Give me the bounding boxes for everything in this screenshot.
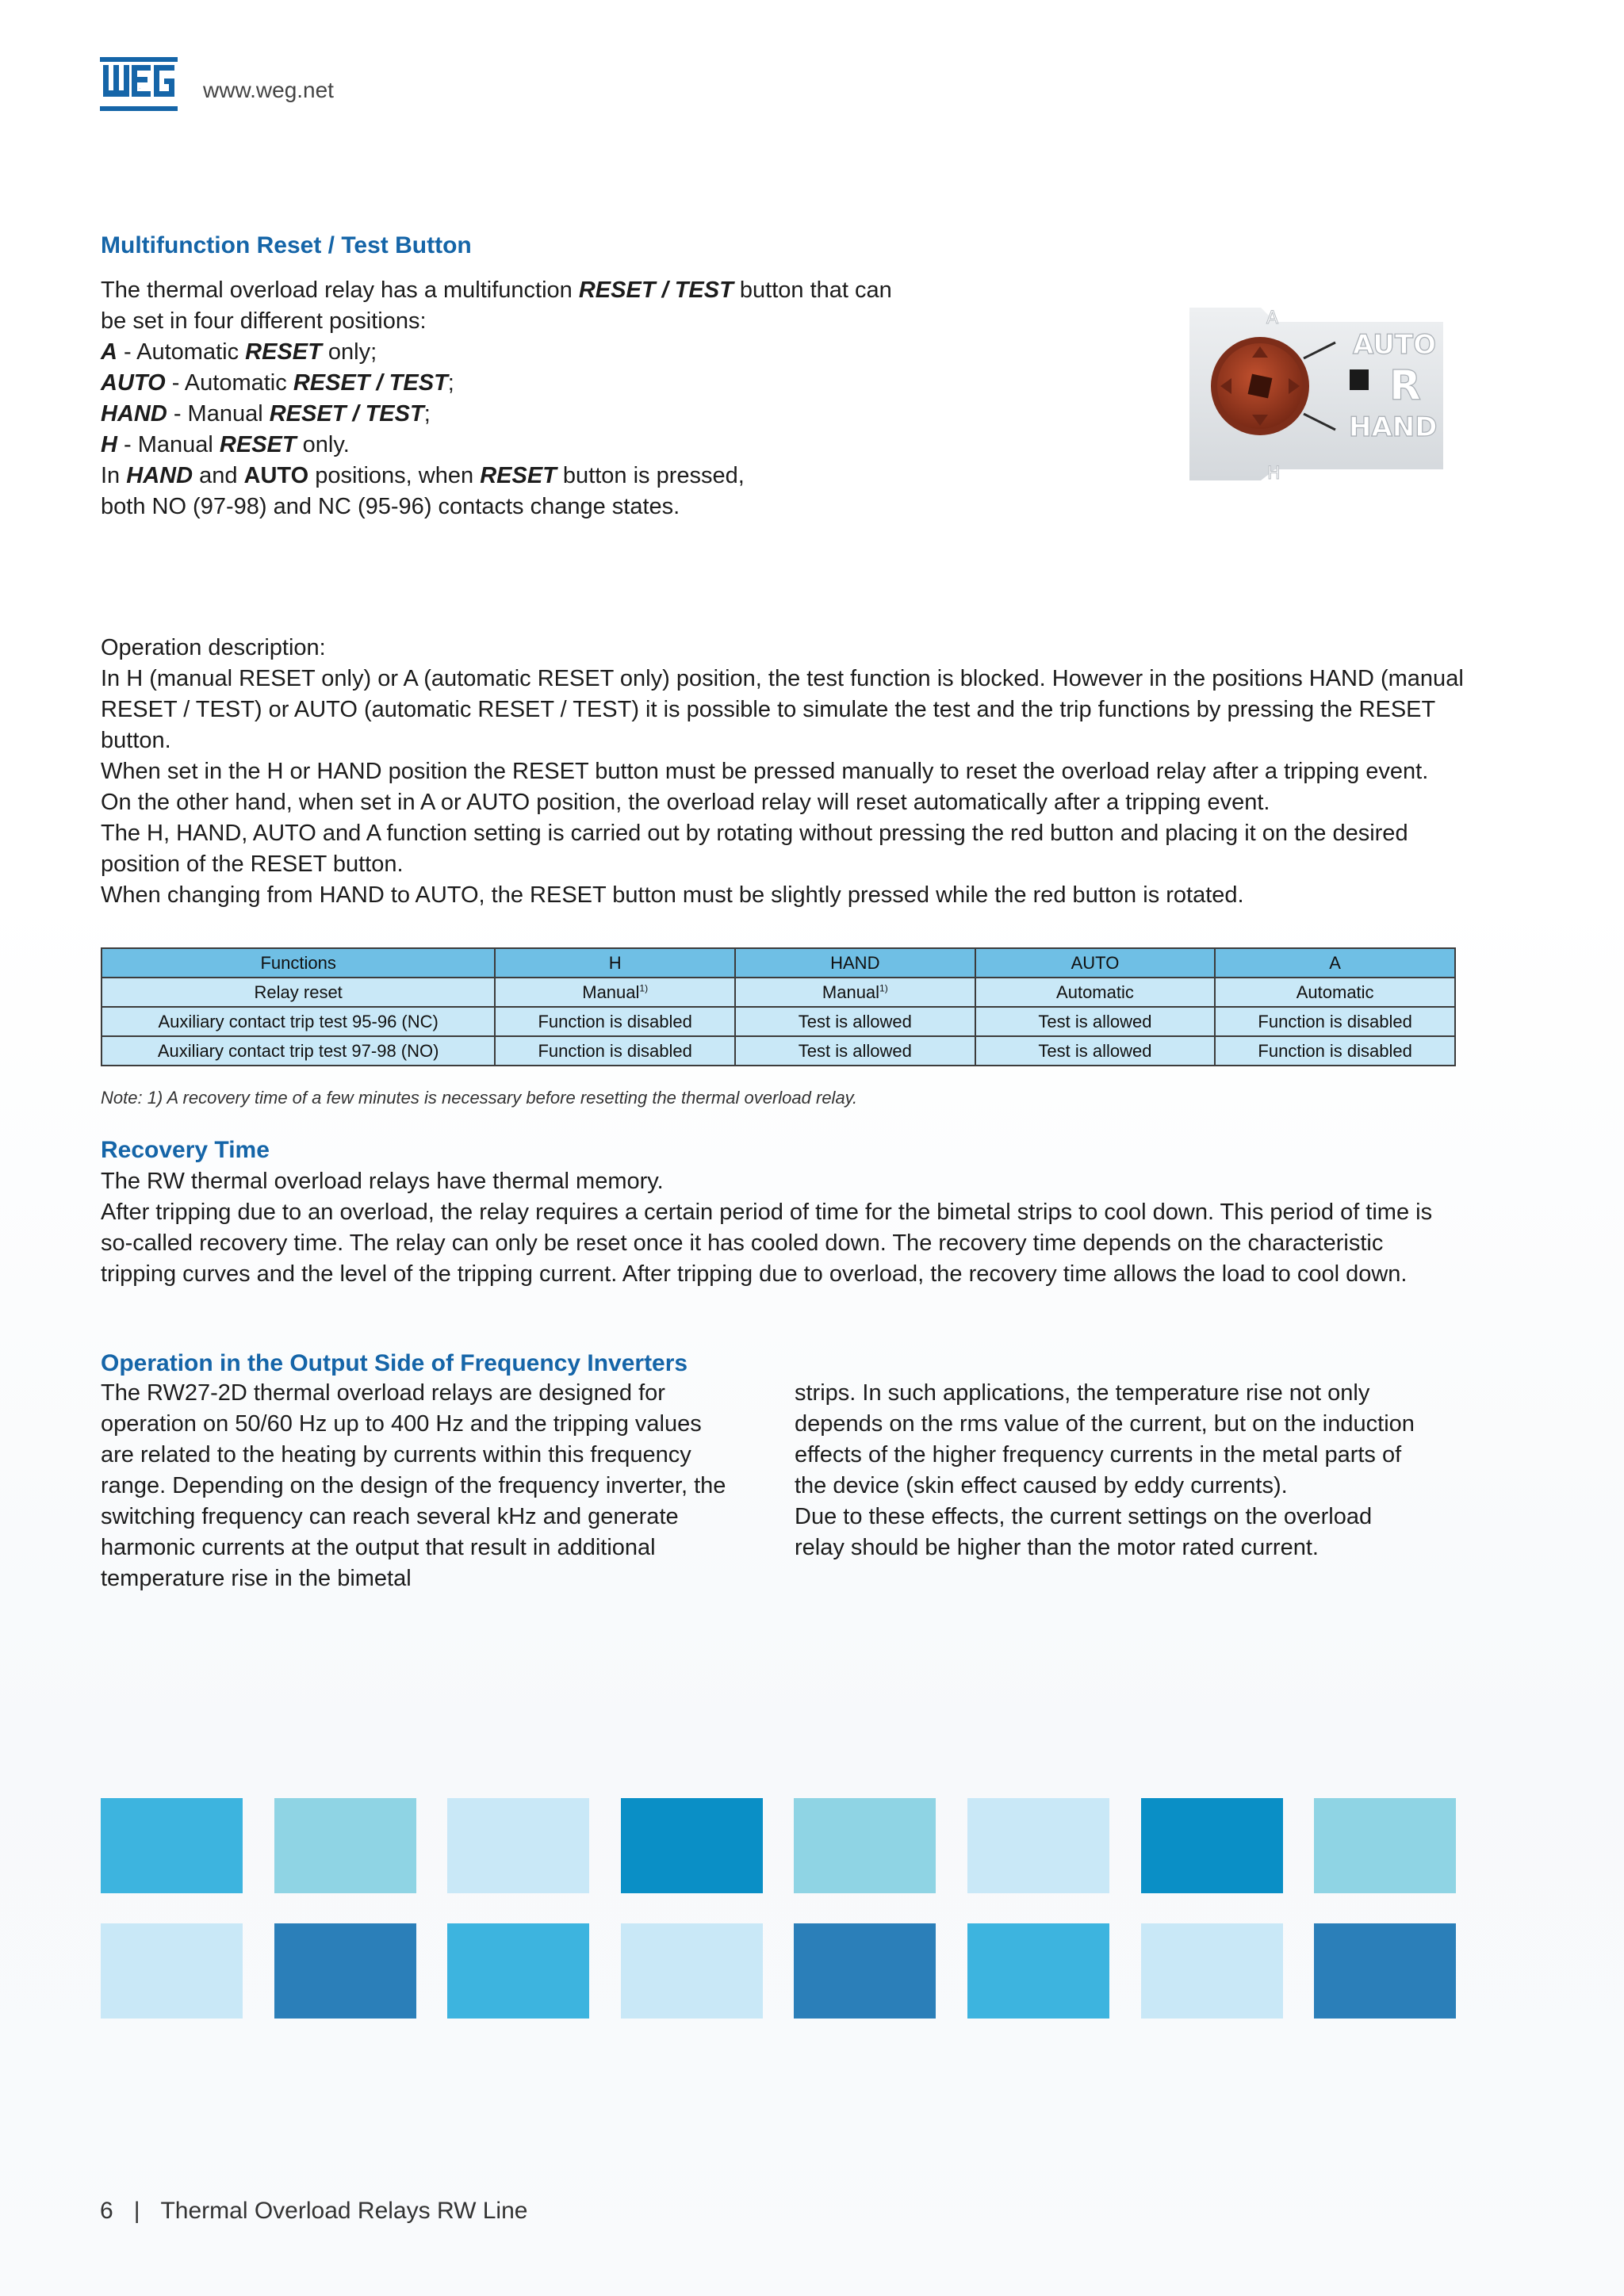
table-row xyxy=(102,978,1455,1007)
table-cell: Auxiliary contact trip test 97-98 (NO) xyxy=(102,1036,495,1066)
site-url[interactable]: www.weg.net xyxy=(203,78,334,102)
operation-paragraph: When changing from HAND to AUTO, the RESET button must be slightly pressed while the red button is rotated. xyxy=(101,882,1244,908)
color-swatch xyxy=(447,1923,589,2019)
footer xyxy=(100,2198,527,2225)
table-cell: Function is disabled xyxy=(1215,1036,1455,1066)
reset-item-auto: AUTO - Automatic RESET / TEST; xyxy=(101,370,454,396)
table-cell: Function is disabled xyxy=(495,1036,735,1066)
table-cell: Test is allowed xyxy=(735,1036,975,1066)
reset-description xyxy=(101,275,894,522)
table-cell: Manual$^{1)}$ xyxy=(735,978,975,1007)
table-cell: Automatic xyxy=(975,978,1216,1007)
table-header-cell: AUTO xyxy=(975,948,1216,978)
table-cell: Relay reset xyxy=(102,978,495,1007)
reset-button-photo xyxy=(1185,303,1451,484)
footnote-mark: 1) xyxy=(879,982,888,994)
recovery-description xyxy=(101,1166,1465,1290)
color-swatch xyxy=(1314,1798,1456,1893)
operation-paragraph: The H, HAND, AUTO and A function setting is carried out by rotating without pressing the red button and placing it on the desired position of the RESET button. xyxy=(101,821,1408,877)
reset-item-a: A - Automatic RESET only; xyxy=(101,339,377,365)
table-cell: Test is allowed xyxy=(735,1007,975,1036)
operation-paragraph: In H (manual RESET only) or A (automatic RESET only) position, the test function is blocked. However in the positions HAND (manual RESET / TEST) or AUTO (automatic RESET / TEST) it is possible to simulate the test and the trip functions by pressing the RESET button. xyxy=(101,666,1464,753)
color-swatch xyxy=(794,1923,936,2019)
operation-heading: Operation description: xyxy=(101,635,326,660)
operation-description xyxy=(101,633,1465,911)
table-cell: Manual$^{1)}$ xyxy=(495,978,735,1007)
svg-text:H: H xyxy=(1267,464,1281,484)
operation-paragraph: When set in the H or HAND position the RESET button must be pressed manually to reset the overload relay after a tripping event. On the other hand, when set in A or AUTO position, the overload relay will reset automatically after a tripping event. xyxy=(101,759,1429,815)
table-note: Note: 1) A recovery time of a few minutes is necessary before resetting the thermal overload relay. xyxy=(101,1088,858,1108)
section-title-reset: Multifunction Reset / Test Button xyxy=(101,232,472,258)
inverters-paragraph: Due to these effects, the current settings on the overload relay should be higher than the motor rated current. xyxy=(795,1504,1373,1560)
svg-text:WEG: WEG xyxy=(139,89,141,90)
footnote-mark: 1) xyxy=(639,982,649,994)
table-cell: Automatic xyxy=(1215,978,1455,1007)
color-swatch xyxy=(621,1798,763,1893)
color-swatch xyxy=(621,1923,763,2019)
reset-note-line2: both NO (97-98) and NC (95-96) contacts change states. xyxy=(101,494,680,519)
inverters-paragraph: The RW27-2D thermal overload relays are designed for operation on 50/60 Hz up to 400 Hz and the tripping values are related to the heating by currents within this frequency range. Depending on the design of the frequency inverter, the switching frequency can reach several kHz and generate harmonic currents at the output that result in additional temperature rise in the bimetal xyxy=(101,1380,726,1591)
table-header-cell: H xyxy=(495,948,735,978)
svg-text:HAND: HAND xyxy=(1349,411,1438,443)
table-cell: Function is disabled xyxy=(1215,1007,1455,1036)
footer-title: Thermal Overload Relays RW Line xyxy=(160,2198,528,2224)
reset-intro: The thermal overload relay has a multifunction RESET / TEST button that can be set in four different positions: xyxy=(101,277,892,334)
svg-text:AUTO: AUTO xyxy=(1353,329,1436,361)
section-title-inverters: Operation in the Output Side of Frequency Inverters xyxy=(101,1350,688,1376)
table-cell: Test is allowed xyxy=(975,1007,1216,1036)
weg-logo[interactable] xyxy=(100,57,178,111)
color-swatch xyxy=(1141,1923,1283,2019)
color-swatch xyxy=(1141,1798,1283,1893)
svg-text:A: A xyxy=(1266,308,1279,328)
svg-text:R: R xyxy=(1389,362,1422,410)
recovery-paragraph: After tripping due to an overload, the relay requires a certain period of time for the bimetal strips to cool down. This period of time is so-called recovery time. The relay can only be reset once it has cooled down. The recovery time depends on the characteristic tripping curves and the level of the tripping current. After tripping due to overload, the recovery time allows the load to cool down. xyxy=(101,1200,1433,1287)
table-row xyxy=(102,1007,1455,1036)
inverters-column-1 xyxy=(101,1378,735,1594)
table-cell: Auxiliary contact trip test 95-96 (NC) xyxy=(102,1007,495,1036)
table-header-cell: Functions xyxy=(102,948,495,978)
table-cell: Test is allowed xyxy=(975,1036,1216,1066)
inverters-column-2 xyxy=(795,1378,1421,1563)
color-swatch xyxy=(101,1798,243,1893)
reset-item-hand: HAND - Manual RESET / TEST; xyxy=(101,401,431,427)
recovery-paragraph: The RW thermal overload relays have thermal memory. xyxy=(101,1169,664,1194)
color-swatch xyxy=(274,1798,416,1893)
section-title-recovery: Recovery Time xyxy=(101,1137,270,1163)
inverters-paragraph: strips. In such applications, the temperature rise not only depends on the rms value of the current, but on the induction effects of the higher frequency currents in the metal parts of the device (skin effect caused by eddy currents). xyxy=(795,1380,1415,1498)
reset-item-h: H - Manual RESET only. xyxy=(101,432,350,457)
footer-separator: | xyxy=(133,2198,140,2224)
color-swatch xyxy=(101,1923,243,2019)
page-number: 6 xyxy=(100,2198,113,2224)
color-swatch xyxy=(447,1798,589,1893)
color-swatch xyxy=(1314,1923,1456,2019)
reset-note: In HAND and AUTO positions, when RESET button is pressed, xyxy=(101,463,745,488)
table-cell: Function is disabled xyxy=(495,1007,735,1036)
color-swatch xyxy=(274,1923,416,2019)
color-swatch xyxy=(794,1798,936,1893)
table-header-cell: HAND xyxy=(735,948,975,978)
table-row xyxy=(102,1036,1455,1066)
color-swatch xyxy=(967,1923,1109,2019)
table-header-row xyxy=(102,948,1455,978)
color-swatch xyxy=(967,1798,1109,1893)
function-table xyxy=(101,947,1456,1066)
table-header-cell: A xyxy=(1215,948,1455,978)
